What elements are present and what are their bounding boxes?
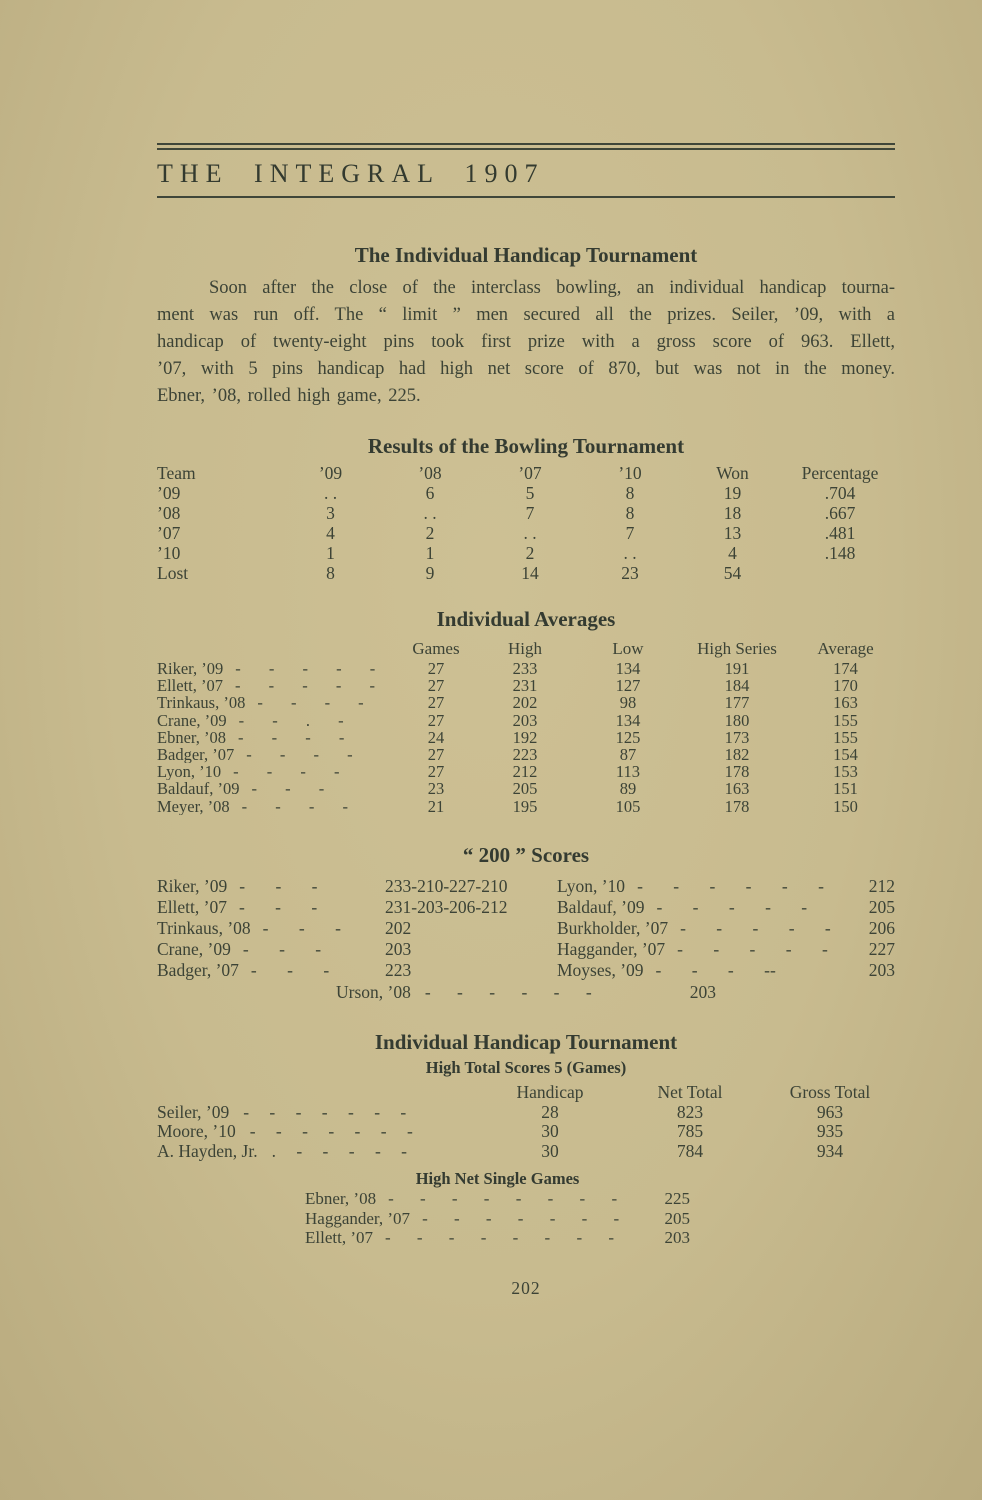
results-header-row	[157, 463, 895, 483]
player-name: Moyses, ’09	[557, 959, 644, 980]
dash-leader: - - - - -	[234, 677, 375, 695]
dash-leader: - - - - - - -	[243, 1102, 407, 1122]
scores-200-table	[157, 876, 895, 981]
results-table-body	[157, 483, 895, 583]
gross-total-cell: 934	[816, 1140, 844, 1161]
player-cell	[157, 712, 400, 729]
player-name: Urson, ’08	[336, 981, 411, 1002]
table-row	[157, 876, 557, 897]
table-row	[157, 694, 895, 711]
column-header-handicap: Handicap	[516, 1081, 584, 1102]
player-cell	[157, 729, 400, 746]
player-cell	[157, 1142, 485, 1162]
averages-header-row	[157, 638, 895, 660]
paragraph-line: ’07, with 5 pins handicap had high net score of 870, but was not in the money.	[157, 359, 895, 379]
high-cell: 233	[512, 659, 538, 678]
player-name: Ebner, ’08	[157, 728, 226, 747]
player-cell	[157, 798, 400, 815]
dash-leader: - - - - - -	[424, 981, 592, 1002]
table-row	[157, 563, 895, 583]
won-cell: 54	[723, 563, 742, 583]
average-cell: 163	[833, 693, 858, 713]
head-double-rule	[157, 143, 895, 150]
player-cell	[157, 677, 400, 694]
handicap-header-row	[157, 1081, 895, 1103]
table-row	[157, 897, 557, 918]
score-cell: 223	[385, 959, 412, 980]
score-cell: 206	[868, 917, 895, 938]
averages-table-title: Individual Averages	[436, 607, 616, 631]
value-cell: 14	[521, 563, 539, 583]
handicap-tournament-subtitle: High Total Scores 5 (Games)	[425, 1057, 627, 1077]
high-series-cell: 178	[724, 796, 750, 816]
player-name: Ellett, ’07	[157, 677, 223, 695]
score-cell: 203	[868, 959, 895, 980]
table-row	[157, 1103, 895, 1123]
value-cell: 8	[625, 503, 635, 523]
column-header-09: ’09	[318, 463, 343, 483]
value-cell: . .	[423, 503, 437, 523]
table-row	[557, 960, 895, 981]
table-row	[157, 798, 895, 815]
net-total-cell: 823	[676, 1101, 704, 1122]
handicap-tournament-title: Individual Handicap Tournament	[374, 1029, 678, 1054]
value-cell: 1	[326, 543, 335, 563]
high-net-table	[305, 1189, 690, 1248]
dash-leader: - - - - - - - -	[388, 1189, 618, 1209]
percentage-cell: .481	[824, 523, 856, 543]
player-cell	[157, 780, 400, 797]
dash-leader: - - - --	[655, 959, 776, 980]
column-header-games: Games	[412, 639, 460, 658]
average-cell: 150	[833, 796, 858, 816]
column-header-net-total: Net Total	[657, 1081, 723, 1102]
averages-table-body	[157, 660, 895, 815]
low-cell: 105	[615, 796, 641, 816]
table-row	[157, 1142, 895, 1162]
dash-leader: - - -	[242, 938, 322, 959]
dash-leader: - - - - - - - -	[384, 1228, 615, 1248]
handicap-cell: 30	[541, 1121, 559, 1142]
player-name: Crane, ’09	[157, 711, 227, 729]
high-series-cell: 182	[724, 745, 750, 765]
value-cell: 4	[326, 523, 335, 543]
dash-leader: - - . -	[238, 711, 344, 729]
high-net-section	[305, 1168, 690, 1248]
table-row	[557, 876, 895, 897]
games-cell: 27	[427, 659, 445, 678]
games-cell: 23	[427, 779, 445, 799]
value-cell: 1	[425, 543, 435, 563]
score-cell: 225	[664, 1189, 690, 1209]
average-cell: 151	[833, 779, 858, 799]
player-name: Meyer, ’08	[157, 797, 230, 815]
high-series-cell: 173	[724, 727, 750, 747]
games-cell: 27	[427, 745, 445, 765]
handicap-cell: 30	[541, 1140, 559, 1161]
value-cell: 3	[326, 503, 335, 523]
paragraph-line: handicap of twenty-eight pins took first prize with a gross score of 963. Ellett,	[157, 332, 895, 352]
low-cell: 134	[615, 710, 641, 730]
percentage-cell: .704	[824, 483, 856, 503]
table-row	[305, 1189, 690, 1209]
table-row	[157, 543, 895, 563]
results-table-title: Results of the Bowling Tournament	[367, 434, 685, 458]
dash-leader: - - - - -	[677, 938, 828, 959]
table-row	[157, 1122, 895, 1142]
table-row	[157, 746, 895, 763]
player-cell	[157, 694, 400, 711]
table-row	[157, 763, 895, 780]
dash-leader: - - - -	[237, 728, 345, 747]
high-series-cell: 184	[724, 676, 750, 696]
dash-leader: - - -	[262, 917, 341, 938]
handicap-table	[157, 1081, 895, 1162]
column-header-won: Won	[716, 463, 749, 483]
high-cell: 202	[512, 693, 538, 713]
scores-200-title: “ 200 ” Scores	[462, 842, 590, 867]
player-name: Lyon, ’10	[157, 763, 222, 781]
handicap-cell: 28	[541, 1101, 559, 1122]
head-single-rule	[157, 196, 895, 198]
column-header-percentage: Percentage	[801, 463, 879, 483]
column-header-average: Average	[817, 639, 874, 658]
average-cell: 174	[833, 659, 858, 678]
paragraph-line: ment was run off. The “ limit ” men secured all the prizes. Seiler, ’09, with a	[157, 305, 895, 325]
column-header-low: Low	[612, 639, 644, 658]
player-cell	[157, 763, 400, 780]
table-row	[305, 1209, 690, 1229]
games-cell: 21	[427, 796, 445, 816]
low-cell: 98	[619, 693, 637, 713]
results-table	[157, 463, 895, 583]
games-cell: 27	[427, 693, 445, 713]
player-cell	[157, 660, 400, 677]
high-series-cell: 180	[724, 710, 750, 730]
high-net-title: High Net Single Games	[415, 1169, 580, 1189]
value-cell: 8	[625, 483, 635, 503]
column-header-gross-total: Gross Total	[789, 1081, 871, 1102]
average-cell: 155	[833, 727, 858, 747]
gross-total-cell: 935	[816, 1121, 844, 1142]
player-name: Ebner, ’08	[305, 1189, 377, 1209]
dash-leader: - - - -	[233, 763, 340, 781]
high-cell: 192	[512, 727, 538, 747]
dash-leader: - - - - -	[680, 917, 831, 938]
won-cell: 13	[723, 523, 742, 543]
high-series-cell: 163	[724, 779, 750, 799]
value-cell: 2	[425, 523, 435, 543]
player-cell	[157, 1122, 485, 1142]
player-name: Riker, ’09	[157, 660, 224, 678]
team-cell: ’08	[157, 503, 181, 523]
value-cell: 9	[425, 563, 435, 583]
team-cell: ’07	[157, 523, 181, 543]
scores-200-right-column	[557, 876, 895, 981]
column-header-08: ’08	[418, 463, 442, 483]
value-cell: . .	[323, 483, 338, 503]
high-cell: 205	[512, 779, 538, 799]
high-series-cell: 191	[724, 659, 750, 678]
net-total-cell: 784	[676, 1140, 704, 1161]
player-name: Haggander, ’07	[557, 938, 666, 959]
average-cell: 170	[833, 676, 858, 696]
high-cell: 203	[512, 710, 538, 730]
percentage-cell: .667	[824, 503, 856, 523]
table-row	[557, 897, 895, 918]
column-header-high: High	[508, 639, 542, 658]
scores-200-left-column	[157, 876, 557, 981]
won-cell: 4	[728, 543, 737, 563]
average-cell: 153	[833, 762, 858, 782]
table-row	[157, 918, 557, 939]
dash-leader: . - - - - -	[271, 1141, 407, 1161]
player-name: Lyon, ’10	[557, 875, 626, 896]
low-cell: 89	[619, 779, 637, 799]
value-cell: 6	[425, 483, 435, 503]
value-cell: 8	[326, 563, 335, 583]
player-name: Haggander, ’07	[305, 1208, 411, 1228]
value-cell: . .	[523, 523, 537, 543]
dash-leader: - - - -	[241, 797, 349, 815]
won-cell: 18	[723, 503, 742, 523]
table-row	[157, 712, 895, 729]
handicap-table-body	[157, 1103, 895, 1162]
player-name: Baldauf, ’09	[557, 896, 645, 917]
column-header-team: Team	[157, 463, 196, 483]
table-row	[557, 918, 895, 939]
score-cell: 203	[664, 1228, 690, 1248]
high-cell: 223	[512, 745, 538, 765]
player-name: Burkholder, ’07	[557, 917, 669, 938]
table-row	[157, 960, 557, 981]
dash-leader: - - -	[238, 896, 318, 917]
rule-line	[157, 148, 895, 150]
high-cell: 212	[512, 762, 538, 782]
player-name: Trinkaus, ’08	[157, 694, 246, 712]
page-number: 202	[511, 1277, 541, 1298]
value-cell: 5	[525, 483, 535, 503]
table-row	[157, 939, 557, 960]
score-cell: 202	[385, 917, 412, 938]
value-cell: 7	[625, 523, 635, 543]
table-row	[157, 503, 895, 523]
high-series-cell: 177	[724, 693, 750, 713]
player-name: Riker, ’09	[157, 875, 228, 896]
value-cell: . .	[623, 543, 637, 563]
player-name: Badger, ’07	[157, 959, 239, 980]
table-row	[157, 483, 895, 503]
table-row	[157, 660, 895, 677]
player-name: Trinkaus, ’08	[157, 917, 251, 938]
score-cell: 231-203-206-212	[385, 896, 508, 917]
games-cell: 27	[427, 710, 445, 730]
score-cell: 227	[868, 938, 895, 959]
column-header-10: ’10	[618, 463, 642, 483]
dash-leader: - - - - -	[235, 660, 376, 678]
score-cell: 205	[664, 1208, 690, 1228]
player-name: A. Hayden, Jr.	[157, 1141, 258, 1161]
player-name: Seiler, ’09	[157, 1102, 230, 1122]
table-row	[305, 1228, 690, 1248]
low-cell: 127	[615, 676, 641, 696]
score-cell: 205	[868, 896, 895, 917]
value-cell: 2	[525, 543, 535, 563]
averages-table	[157, 638, 895, 815]
low-cell: 113	[615, 762, 641, 782]
high-cell: 195	[512, 796, 538, 816]
player-name: Ellett, ’07	[157, 896, 227, 917]
high-series-cell: 178	[724, 762, 750, 782]
value-cell: 23	[621, 563, 639, 583]
value-cell: 7	[525, 503, 535, 523]
dash-leader: - - - - - -	[637, 875, 824, 896]
table-row	[157, 523, 895, 543]
column-header-high-series: High Series	[697, 639, 777, 658]
dash-leader: - - - -	[257, 694, 364, 712]
won-cell: 19	[723, 483, 742, 503]
dash-leader: - - - - - - -	[422, 1208, 620, 1228]
score-cell: 212	[868, 875, 895, 896]
games-cell: 27	[427, 676, 445, 696]
paragraph-line: Soon after the close of the interclass bowling, an individual handicap tourna-	[209, 278, 895, 298]
column-header-07: ’07	[518, 463, 542, 483]
table-row	[157, 780, 895, 797]
player-name: Ellett, ’07	[305, 1228, 373, 1248]
dash-leader: - - - - -	[656, 896, 808, 917]
player-name: Moore, ’10	[157, 1122, 236, 1142]
article-title: The Individual Handicap Tournament	[354, 243, 698, 267]
table-row	[557, 939, 895, 960]
average-cell: 155	[833, 710, 858, 730]
player-cell	[157, 1103, 485, 1123]
high-cell: 231	[512, 676, 538, 696]
team-cell: Lost	[157, 563, 189, 583]
player-cell	[157, 746, 400, 763]
intro-paragraph	[157, 275, 895, 410]
player-name: Baldauf, ’09	[157, 780, 240, 798]
score-cell: 203	[385, 938, 412, 959]
table-row	[157, 677, 895, 694]
percentage-cell: .148	[824, 543, 856, 563]
low-cell: 134	[615, 659, 641, 678]
games-cell: 24	[427, 727, 445, 747]
team-cell: ’09	[157, 483, 181, 503]
gross-total-cell: 963	[816, 1101, 844, 1122]
team-cell: ’10	[157, 543, 181, 563]
score-cell: 203	[689, 981, 716, 1002]
average-cell: 154	[833, 745, 858, 765]
net-total-cell: 785	[676, 1121, 704, 1142]
dash-leader: - - -	[239, 875, 318, 896]
low-cell: 87	[619, 745, 637, 765]
dash-leader: - - - -	[246, 746, 353, 764]
player-name: Crane, ’09	[157, 938, 231, 959]
games-cell: 27	[427, 762, 445, 782]
low-cell: 125	[615, 727, 641, 747]
dash-leader: - - - - - - -	[249, 1122, 413, 1142]
page-content	[0, 143, 982, 1299]
player-name: Badger, ’07	[157, 746, 235, 764]
dash-leader: - - -	[251, 780, 325, 798]
scores-200-center-row	[336, 981, 716, 1003]
dash-leader: - - -	[250, 959, 330, 980]
table-row	[157, 729, 895, 746]
running-head-title: THE INTEGRAL 1907	[157, 159, 545, 188]
paragraph-line: Ebner, ’08, rolled high game, 225.	[157, 386, 421, 406]
score-cell: 233-210-227-210	[385, 875, 508, 896]
